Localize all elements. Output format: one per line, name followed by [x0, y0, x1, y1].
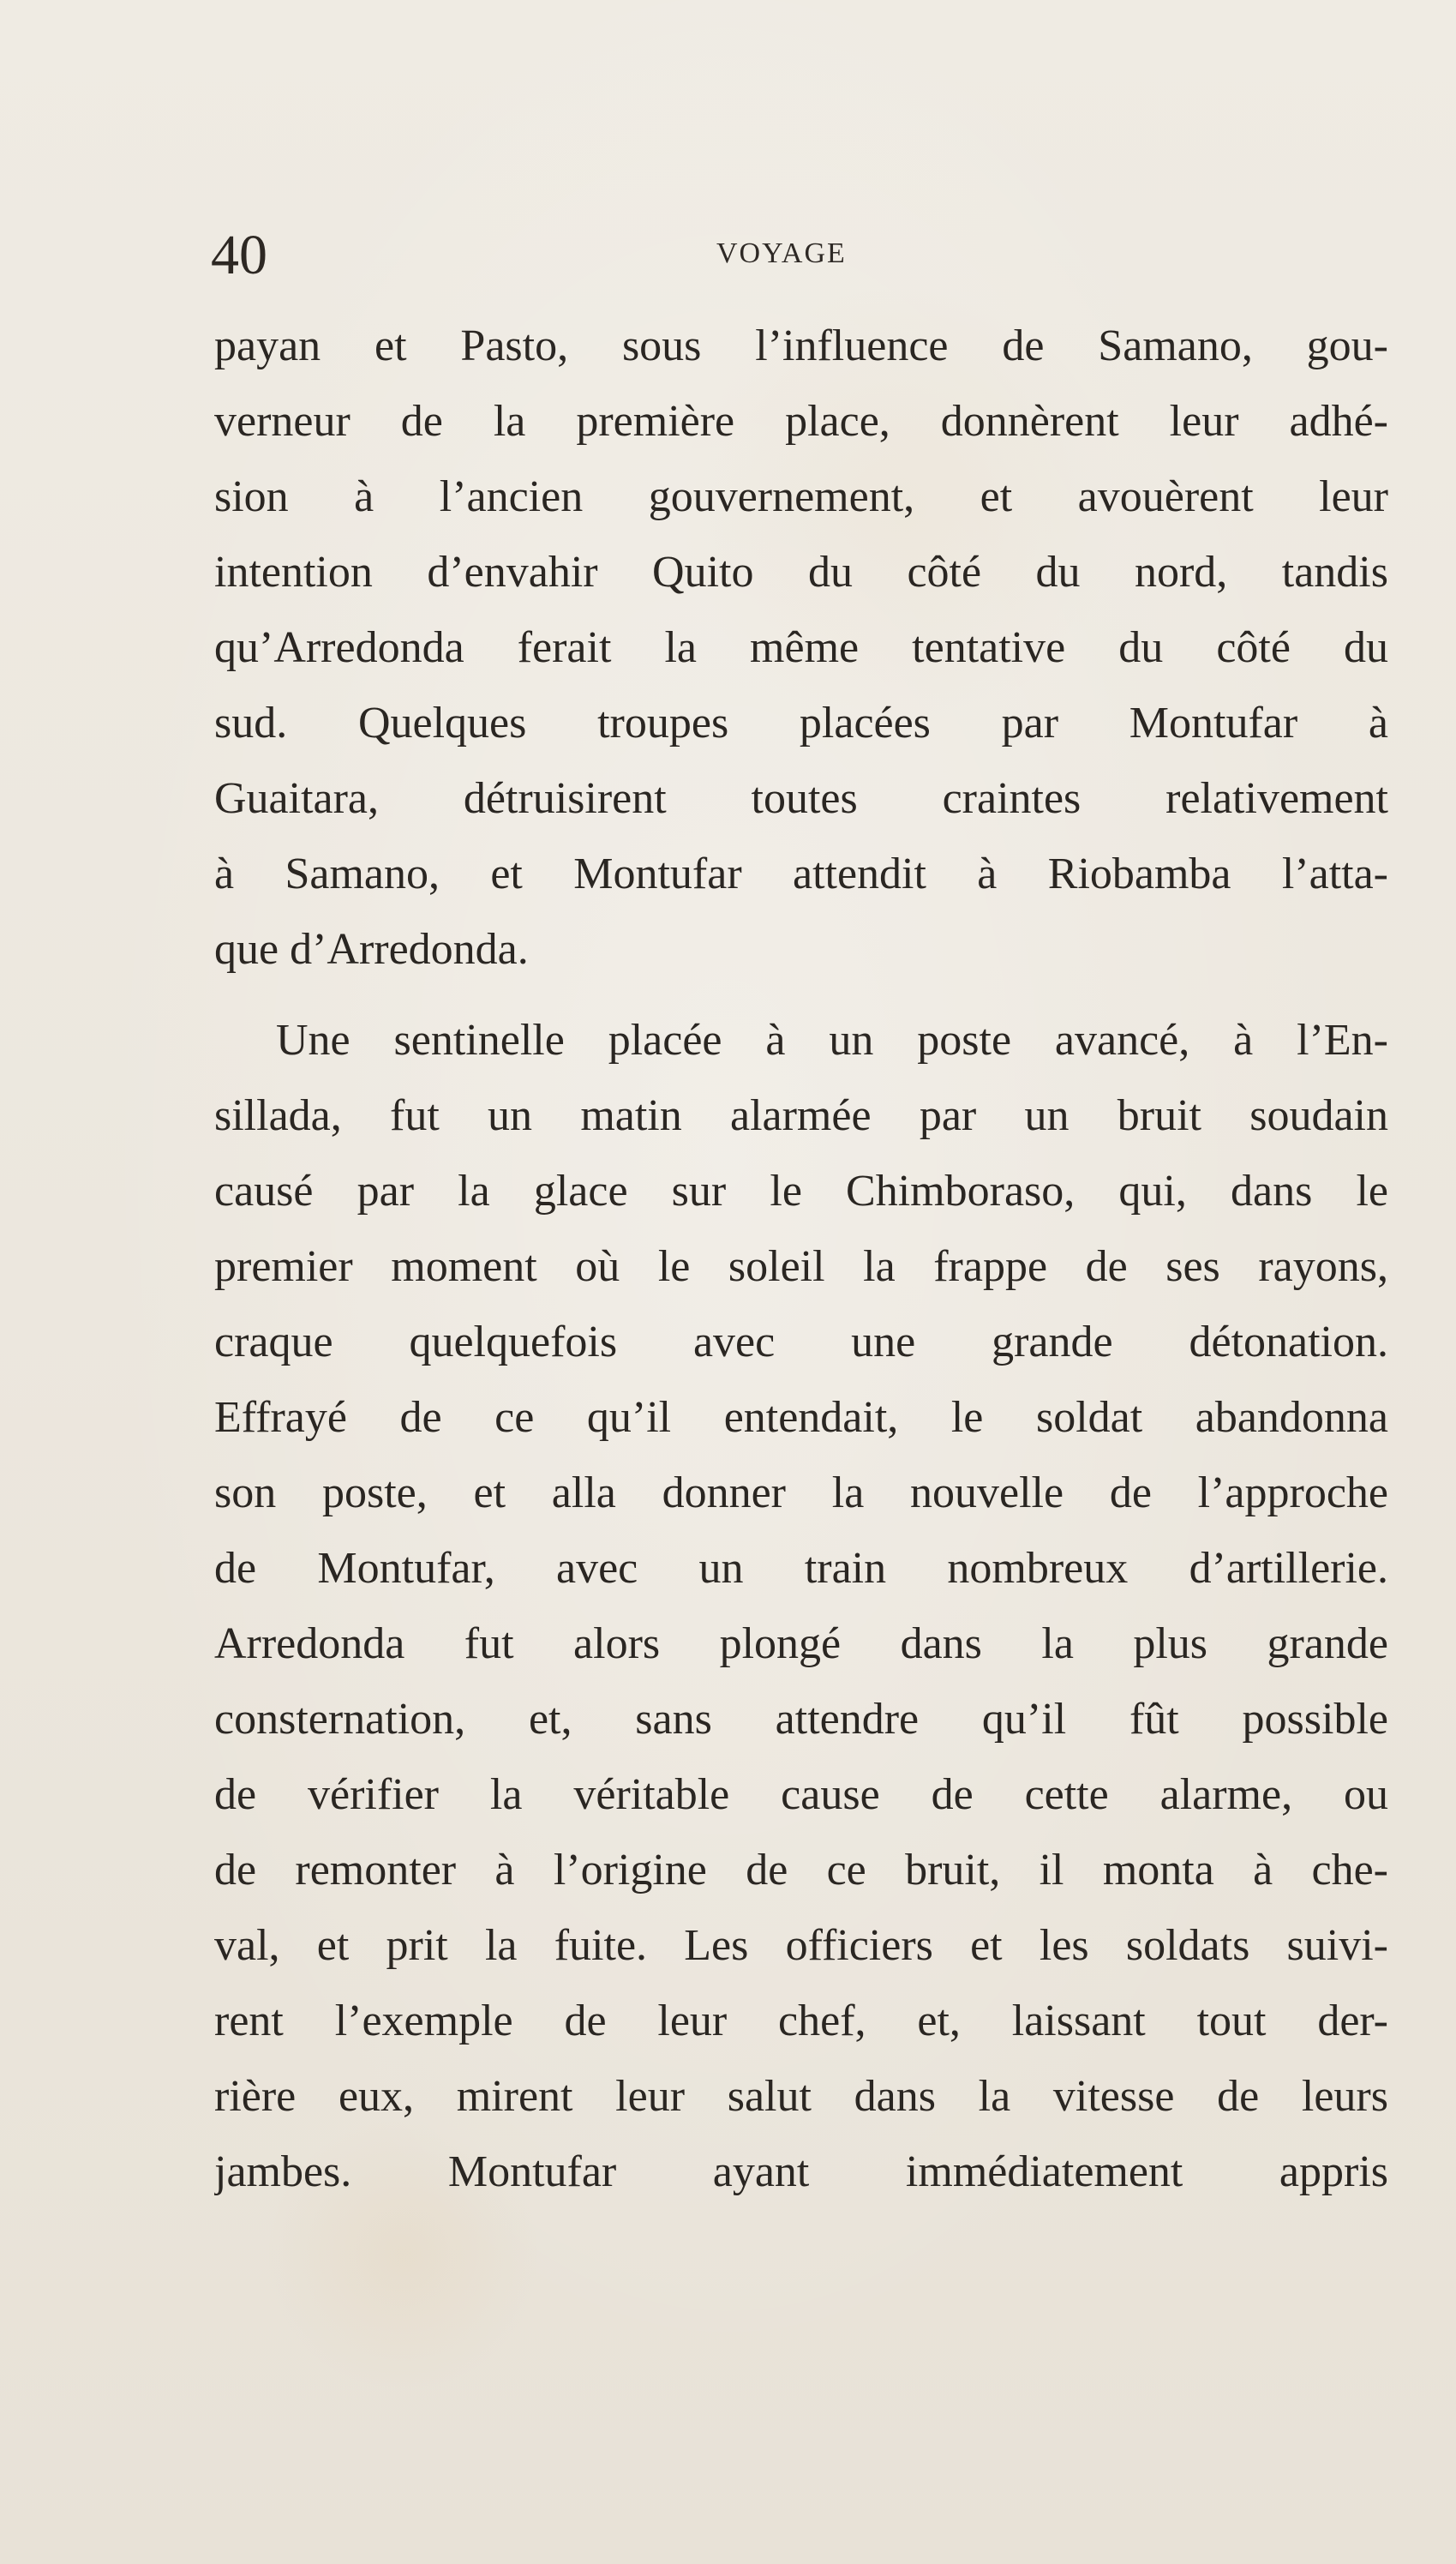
text-line: sillada, fut un matin alarmée par un bruit soudain [214, 1091, 1388, 1140]
text-line: Effrayé de ce qu’il entendait, le soldat abandonna [214, 1393, 1388, 1442]
text-line: val, et prit la fuite. Les officiers et les soldats suivi- [214, 1921, 1388, 1970]
text-line: rière eux, mirent leur salut dans la vitesse de leurs [214, 2072, 1388, 2121]
text-line: qu’Arredonda ferait la même tentative du côté du [214, 623, 1388, 672]
body-text [214, 309, 1388, 2210]
text-line: à Samano, et Montufar attendit à Riobamba l’atta- [214, 850, 1388, 898]
running-head: VOYAGE [716, 237, 847, 269]
text-line: consternation, et, sans attendre qu’il fût possible [214, 1695, 1388, 1744]
text-line: verneur de la première place, donnèrent leur adhé- [214, 397, 1388, 446]
text-line: son poste, et alla donner la nouvelle de l’approche [214, 1468, 1388, 1517]
paragraph-spacer [214, 988, 1388, 1003]
text-line: intention d’envahir Quito du côté du nord, tandis [214, 548, 1388, 597]
text-line: rent l’exemple de leur chef, et, laissant tout der- [214, 1997, 1388, 2045]
text-line: payan et Pasto, sous l’influence de Samano, gou- [214, 321, 1388, 370]
text-line: de Montufar, avec un train nombreux d’artillerie. [214, 1544, 1388, 1593]
page-number: 40 [211, 224, 267, 286]
text-line: premier moment où le soleil la frappe de ses rayons, [214, 1242, 1388, 1291]
text-line: Arredonda fut alors plongé dans la plus grande [214, 1619, 1388, 1668]
text-line: sud. Quelques troupes placées par Montufar à [214, 699, 1388, 748]
text-line: que d’Arredonda. [214, 925, 529, 974]
text-line: causé par la glace sur le Chimboraso, qui, dans le [214, 1167, 1388, 1216]
text-line: jambes. Montufar ayant immédiatement appris [214, 2147, 1388, 2196]
text-line: de remonter à l’origine de ce bruit, il monta à che- [214, 1846, 1388, 1894]
paragraph-2 [214, 1003, 1388, 2210]
text-line: de vérifier la véritable cause de cette alarme, ou [214, 1770, 1388, 1819]
page-header [211, 225, 1389, 286]
text-line: Guaitara, détruisirent toutes craintes relativement [214, 774, 1388, 823]
paragraph-1 [214, 309, 1388, 988]
text-line: Une sentinelle placée à un poste avancé, à l’En- [276, 1016, 1388, 1065]
text-line: craque quelquefois avec une grande détonation. [214, 1318, 1388, 1366]
text-line: sion à l’ancien gouvernement, et avouèrent leur [214, 472, 1388, 521]
